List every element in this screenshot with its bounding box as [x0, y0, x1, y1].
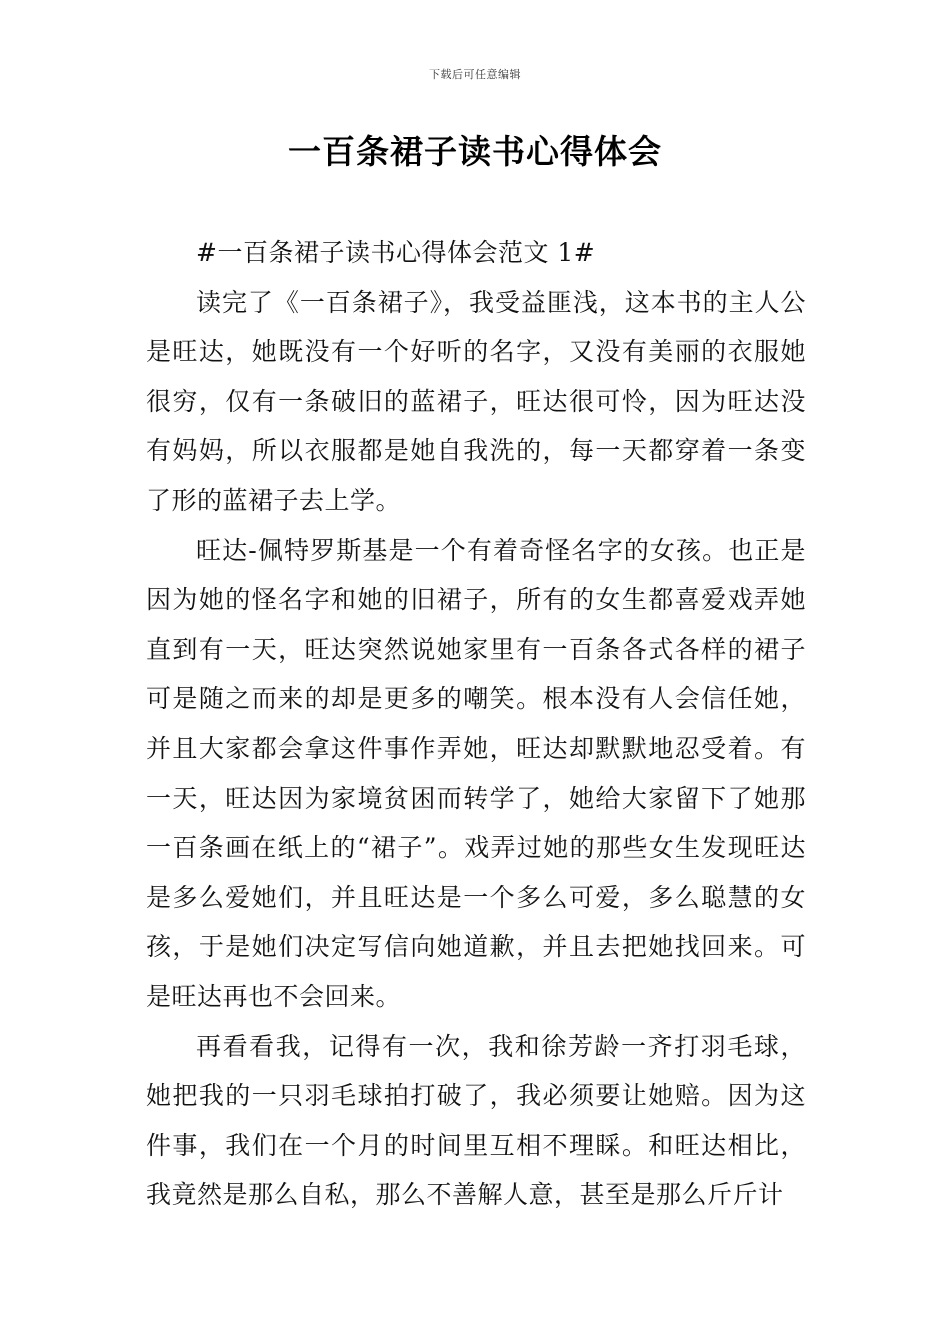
paragraph: 旺达-佩特罗斯基是一个有着奇怪名字的女孩。也正是因为她的怪名字和她的旧裙子，所有的女生都喜爱戏弄她直到有一天，旺达突然说她家里有一百条各式各样的裙子可是随之而来的却是更多的嘲笑。根本没有人会信任她，并且大家都会拿这件事作弄她，旺达却默默地忍受着。有一天，旺达因为家境贫困而转学了，她给大家留下了她那一百条画在纸上的“裙子”。戏弄过她的那些女生发现旺达是多么爱她们，并且旺达是一个多么可爱，多么聪慧的女孩，于是她们决定写信向她道歉，并且去把她找回来。可是旺达再也不会回来。 [146, 535, 806, 1011]
section-subheading: #一百条裙子读书心得体会范文 1# [196, 238, 596, 267]
header-note: 下载后可任意编辑 [429, 68, 521, 81]
document-body [146, 228, 806, 1220]
page-title: 一百条裙子读书心得体会 [288, 132, 662, 171]
paragraph: 再看看我，记得有一次，我和徐芳龄一齐打羽毛球，她把我的一只羽毛球拍打破了，我必须要让她赔。因为这件事，我们在一个月的时间里互相不理睬。和旺达相比，我竟然是那么自私，那么不善解人意，甚至是那么斤斤计 [146, 1031, 806, 1210]
paragraph: 读完了《一百条裙子》，我受益匪浅，这本书的主人公是旺达，她既没有一个好听的名字，又没有美丽的衣服她很穷，仅有一条破旧的蓝裙子，旺达很可怜，因为旺达没有妈妈，所以衣服都是她自我洗的，每一天都穿着一条变了形的蓝裙子去上学。 [146, 287, 806, 515]
